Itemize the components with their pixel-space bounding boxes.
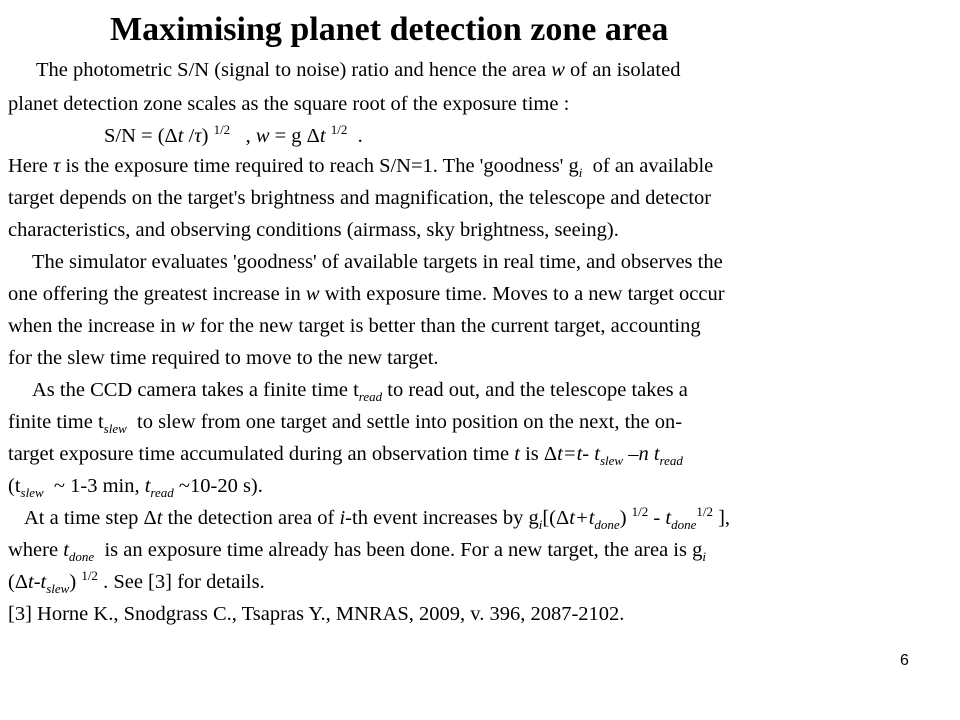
text-run: – <box>628 443 639 465</box>
text-line-1 <box>36 58 680 82</box>
text-run: - <box>653 507 661 529</box>
subscript: read <box>358 389 383 404</box>
text-run: is an exposure time already has been done. For a new target, the area is <box>104 539 687 561</box>
subscript: i <box>538 517 543 532</box>
text-run: target exposure time accumulated during an observation time <box>8 443 510 465</box>
symbol-n: n <box>638 443 649 465</box>
reference-text: [3] Horne K., Snodgrass C., Tsapras Y., MNRAS, 2009, v. 396, 2087-2102. <box>8 603 625 625</box>
text-run: ) <box>201 125 209 147</box>
text-run: / <box>183 125 195 147</box>
symbol-t: t-t <box>28 571 47 593</box>
text-run: The photometric S/N (signal to noise) ratio and hence the area <box>36 59 547 81</box>
subscript: slew <box>599 453 624 468</box>
symbol-tau: τ <box>194 125 202 147</box>
subscript: slew <box>103 421 127 436</box>
text-run: At a time step Δ <box>24 507 157 529</box>
text-run: where <box>8 539 59 561</box>
subscript: read <box>659 453 683 468</box>
symbol-t: t <box>156 507 163 529</box>
symbol-t: t <box>653 443 660 465</box>
text-run: ) <box>619 507 627 529</box>
text-run: with exposure time. Moves to a new target occur <box>324 283 725 305</box>
subscript: i <box>578 165 583 180</box>
symbol-t: t <box>665 507 672 529</box>
text-run: Here <box>8 155 48 177</box>
text-line-4 <box>8 154 713 178</box>
text-run: planet detection zone scales as the square root of the exposure time : <box>8 93 570 115</box>
exponent: 1/2 <box>330 122 348 137</box>
text-run: is Δ <box>525 443 558 465</box>
symbol-t: t <box>514 443 520 465</box>
text-line-2 <box>8 92 569 116</box>
text-run: characteristics, and observing conditions (airmass, sky brightness, seeing). <box>8 219 619 241</box>
text-line-10 <box>8 346 439 370</box>
symbol-w: w <box>551 59 565 81</box>
text-run: ~ 1-3 min, <box>53 475 140 497</box>
text-run: (t <box>8 475 21 497</box>
text-run: for the slew time required to move to the new target. <box>8 347 439 369</box>
text-run: one offering the greatest increase in <box>8 283 301 305</box>
symbol-w: w <box>255 125 270 147</box>
symbol-t: t+t <box>569 507 595 529</box>
text-run: of an isolated <box>570 59 681 81</box>
text-run: . <box>357 125 363 147</box>
text-run: As the CCD camera takes a finite time t <box>32 379 359 401</box>
text-line-15 <box>24 506 730 530</box>
symbol-t: t=t- <box>557 443 590 465</box>
text-run: (Δ <box>8 571 29 593</box>
page-number: 6 <box>900 652 909 669</box>
symbol-i: i <box>339 507 346 529</box>
equation-line <box>104 124 363 148</box>
symbol-t: t <box>177 125 184 147</box>
text-line-12 <box>8 410 682 434</box>
exponent: 1/2 <box>631 504 649 519</box>
exponent: 1/2 <box>81 568 98 583</box>
text-run: [(Δ <box>542 507 570 529</box>
subscript: read <box>150 485 174 500</box>
text-line-17 <box>8 570 265 594</box>
text-run: to slew from one target and settle into position on the next, the on- <box>137 411 683 433</box>
symbol-t: t <box>594 443 600 465</box>
subscript: done <box>594 517 620 532</box>
text-run: ) <box>69 571 77 593</box>
exponent: 1/2 <box>213 122 231 137</box>
slide-title: Maximising planet detection zone area <box>110 11 669 48</box>
text-run: target depends on the target's brightness and magnification, the telescope and detector <box>8 187 712 209</box>
text-run: . See [3] for details. <box>103 571 265 593</box>
symbol-t: t <box>63 539 69 561</box>
reference-line <box>8 602 624 626</box>
text-line-9 <box>8 314 701 338</box>
text-line-14 <box>8 474 263 498</box>
symbol-t: t <box>319 125 326 147</box>
text-run: -th event increases by g <box>345 507 539 529</box>
symbol-t: t <box>144 475 151 497</box>
subscript: slew <box>20 485 44 500</box>
text-run: , <box>245 125 251 147</box>
symbol-g: g <box>692 539 703 561</box>
text-run: ], <box>718 507 731 529</box>
text-run: to read out, and the telescope takes a <box>387 379 688 401</box>
subscript: done <box>671 517 697 532</box>
text-line-11 <box>32 378 688 402</box>
text-run: S/N = (Δ <box>104 125 178 147</box>
text-run: is the exposure time required to reach S/N=1. The 'goodness' g <box>65 155 579 177</box>
subscript: done <box>68 549 95 564</box>
subscript: i <box>702 549 706 564</box>
text-line-7 <box>32 250 723 274</box>
symbol-w: w <box>305 283 320 305</box>
text-line-13 <box>8 442 683 466</box>
symbol-tau: τ <box>52 155 61 177</box>
text-run: when the increase in <box>8 315 176 337</box>
text-run: of an available <box>592 155 714 177</box>
text-run: for the new target is better than the current target, accounting <box>199 315 701 337</box>
text-line-8 <box>8 282 725 306</box>
exponent: 1/2 <box>696 504 713 519</box>
text-line-5 <box>8 186 711 210</box>
subscript: slew <box>46 581 70 596</box>
text-line-6 <box>8 218 619 242</box>
text-line-16 <box>8 538 706 562</box>
text-run: = g Δ <box>274 125 320 147</box>
text-run: finite time t <box>8 411 104 433</box>
text-run: ~10-20 s). <box>178 475 263 497</box>
symbol-w: w <box>181 315 195 337</box>
text-run: the detection area of <box>167 507 335 529</box>
text-run: The simulator evaluates 'goodness' of available targets in real time, and observes the <box>32 251 723 273</box>
